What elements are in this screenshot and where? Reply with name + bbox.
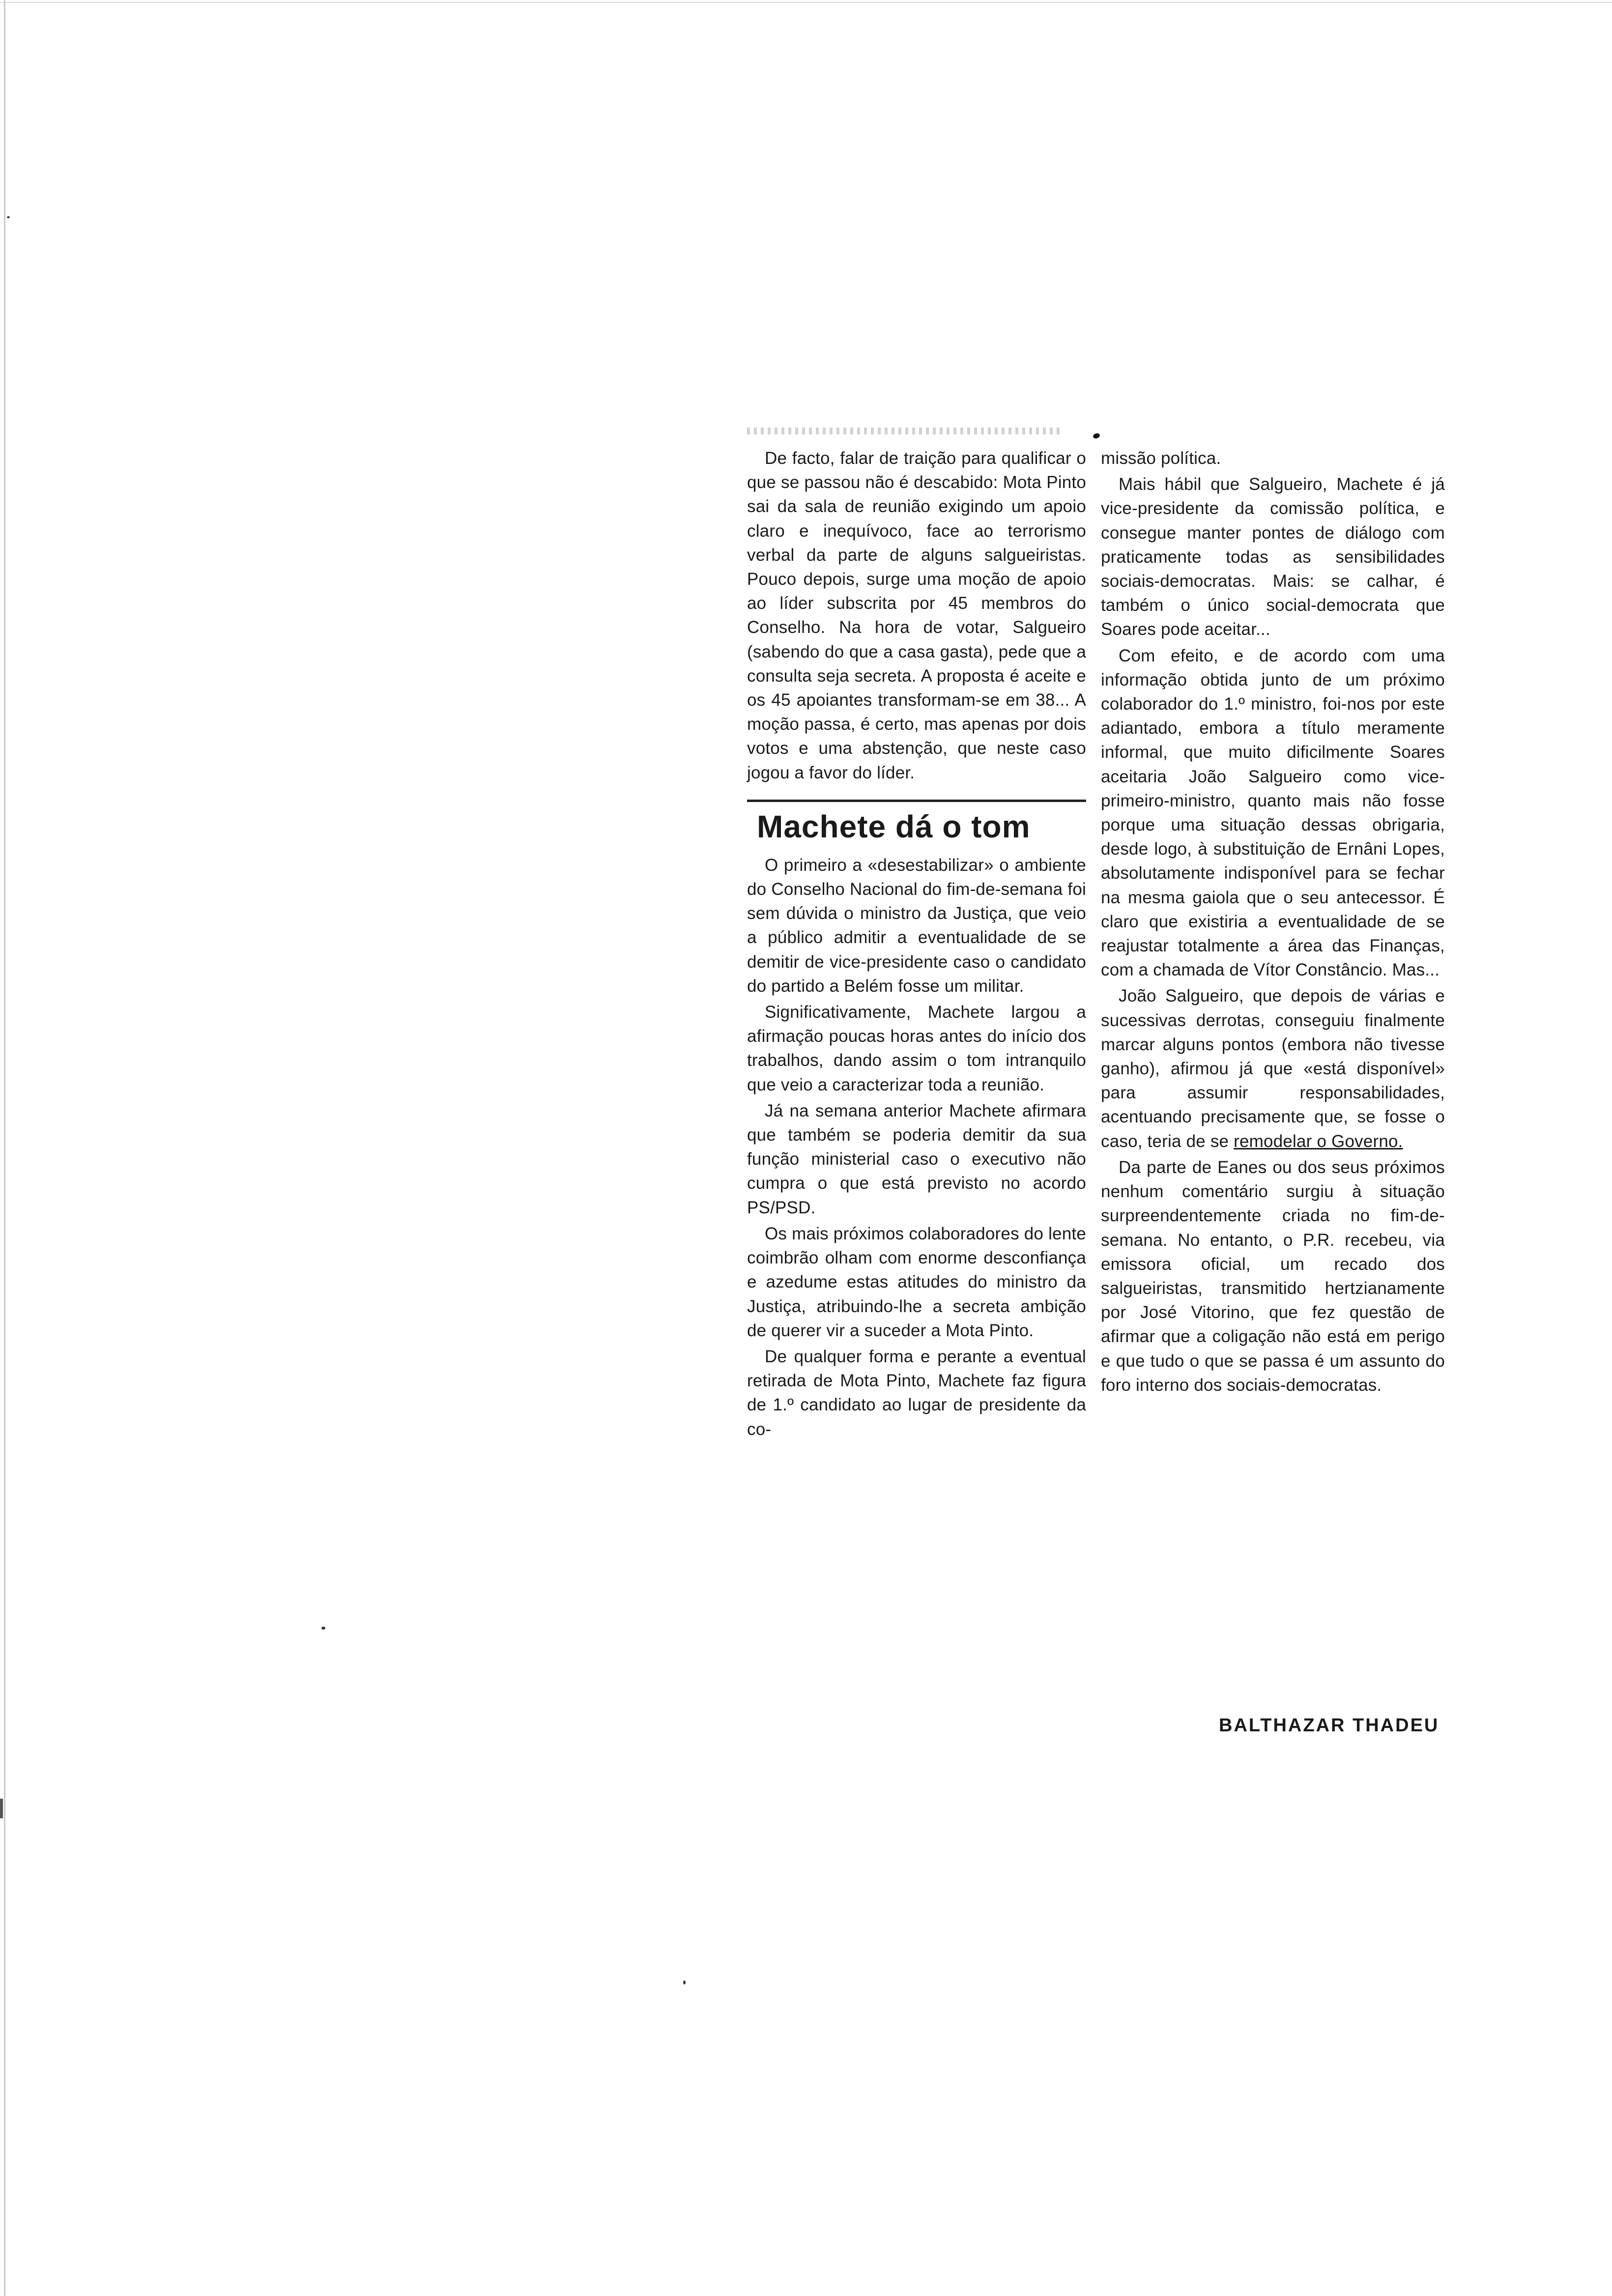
paragraph-continuation: missão política. (1101, 449, 1221, 468)
scan-speck (683, 1980, 686, 1984)
paragraph: Os mais próximos colaboradores do lente coimbrão olham com enorme desconfiança e azedume estas atitudes do ministro da Justiça, atribuindo-lhe a secreta ambição de querer vir a suceder a Mota Pinto. (747, 1224, 1086, 1340)
ink-mark (1093, 432, 1101, 439)
scan-top-edge (0, 2, 1612, 3)
scan-speck (321, 1627, 325, 1630)
author-byline: BALTHAZAR THADEU (1219, 1715, 1439, 1736)
paragraph: Significativamente, Machete largou a afirmação poucas horas antes do início dos trabalhos, dando assim o tom intranquilo que veio a caracterizar toda a reunião. (747, 1003, 1086, 1094)
paragraph: O primeiro a «desestabilizar» o ambiente do Conselho Nacional do fim-de-semana foi sem dúvida o ministro da Justiça, que veio a público admitir a eventualidade de se demitir de vice-presidente caso o candidato do partido a Belém fosse um militar. (747, 855, 1086, 996)
newspaper-clipping (727, 428, 1445, 1764)
scan-speck (7, 216, 10, 218)
paragraph: Já na semana anterior Machete afirmara que também se poderia demitir da sua função ministerial caso o executivo não cumpra o que está previsto no acordo PS/PSD. (747, 1101, 1086, 1217)
column-right (1101, 446, 1445, 1397)
clipping-torn-edge (747, 428, 1062, 434)
paragraph-text: João Salgueiro, que depois de várias e sucessivas derrotas, conseguiu finalmente marcar alguns pontos (embora não tivesse ganho), afirmou já que «está disponível» para assumir responsabilidades, acentuando precisamente que, se fosse o caso, teria de se (1101, 986, 1445, 1151)
scan-left-edge (4, 0, 5, 2296)
paragraph: Mais hábil que Salgueiro, Machete é já vice-presidente da comissão política, e consegue manter pontes de diálogo com praticamente todas as sensibilidades sociais-democratas. Mais: se calhar, é também o único social-democrata que Soares pode aceitar... (1101, 475, 1445, 639)
paragraph: De qualquer forma e perante a eventual retirada de Mota Pinto, Machete faz figura de 1.º candidato ao lugar de presidente da co- (747, 1347, 1086, 1439)
paragraph: Com efeito, e de acordo com uma informação obtida junto de um próximo colaborador do 1.º ministro, foi-nos por este adiantado, embora a título meramente informal, que muito dificilmente Soares aceitaria João Salgueiro como vice-primeiro-ministro, quanto mais não fosse porque uma situação dessas obrigaria, desde logo, à substituição de Ernâni Lopes, absolutamente indisponível para se fechar na mesma gaiola que o seu antecessor. É claro que existiria a eventualidade de se reajustar totalmente a área das Finanças, com a chamada de Vítor Constâncio. Mas... (1101, 646, 1445, 980)
column-left (747, 446, 1086, 1441)
underlined-phrase: remodelar o Governo. (1234, 1131, 1403, 1151)
paragraph (1101, 984, 1445, 1153)
paragraph: Da parte de Eanes ou dos seus próximos nenhum comentário surgiu à situação surpreendentemente criada no fim-de-semana. No entanto, o P.R. recebeu, via emissora oficial, um recado dos salgueiristas, transmitido hertzianamente por José Vitorino, que fez questão de afirmar que a coligação não está em perigo e que tudo o que se passa é um assunto do foro interno dos sociais-democratas. (1101, 1157, 1445, 1395)
paragraph: De facto, falar de traição para qualificar o que se passou não é descabido: Mota Pinto sai da sala de reunião exigindo um apoio claro e inequívoco, face ao terrorismo verbal da parte de alguns salgueiristas. Pouco depois, surge uma moção de apoio ao líder subscrita por 45 membros do Conselho. Na hora de votar, Salgueiro (sabendo do que a casa gasta), pede que a consulta seja secreta. A proposta é aceite e os 45 apoiantes transformam-se em 38... A moção passa, é certo, mas apenas por dois votos e uma abstenção, que neste caso jogou a favor do líder. (747, 449, 1086, 782)
scan-mark (0, 1799, 3, 1818)
section-rule (747, 800, 1086, 802)
subheadline: Machete dá o tom (757, 808, 1031, 844)
